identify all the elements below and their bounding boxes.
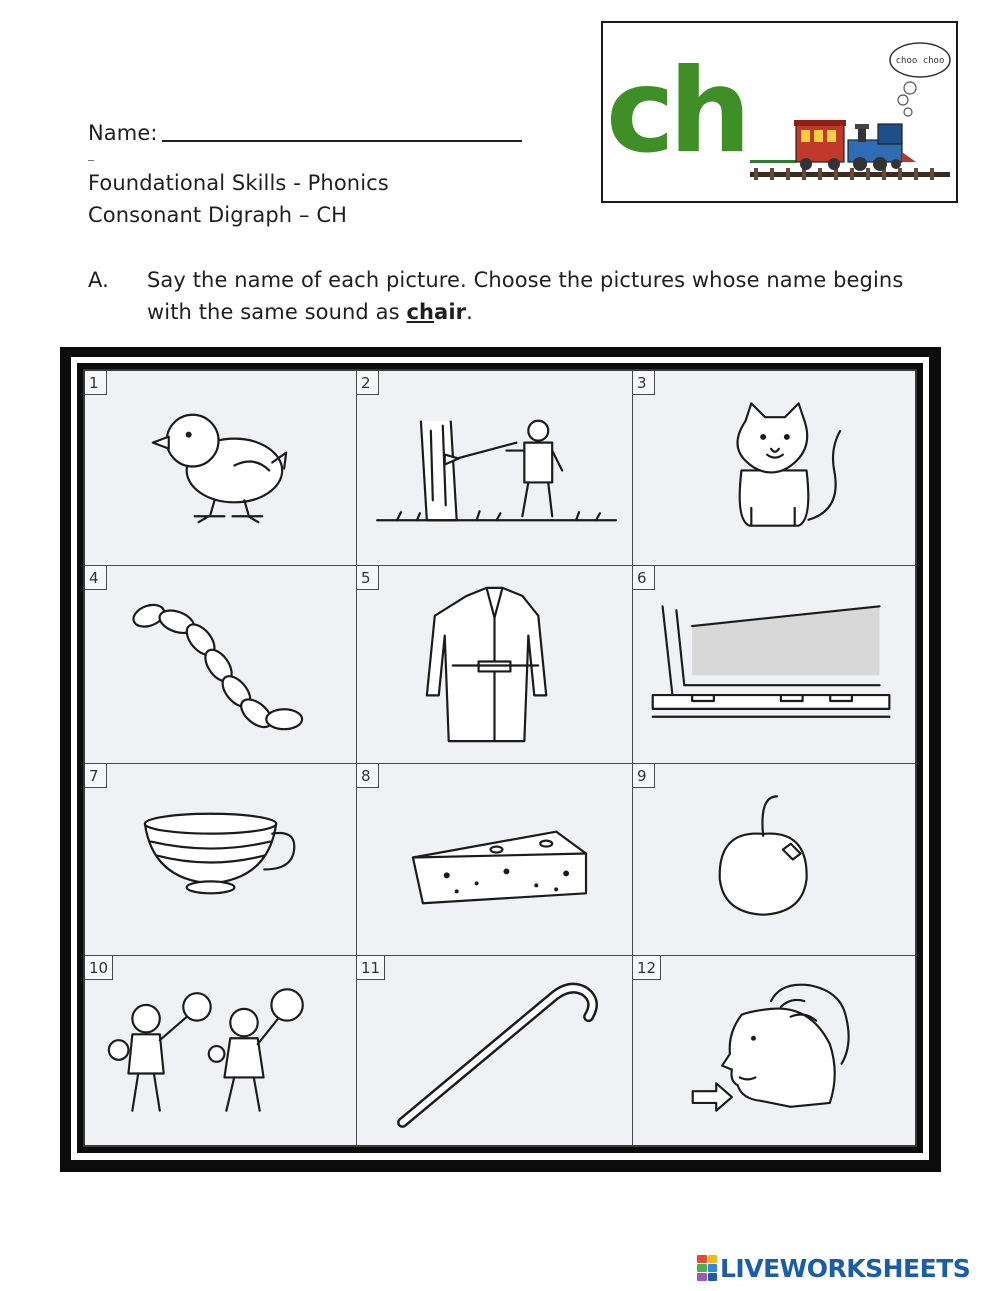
chop-tree-icon [357,371,632,565]
picture-number: 6 [633,566,655,590]
picture-cell-10[interactable] [85,956,357,1145]
picture-cell-6[interactable] [633,566,915,764]
chick-icon [85,371,356,565]
ch-logo-letters: ch [606,44,746,179]
cat-icon [633,371,915,565]
picture-cell-7[interactable] [85,764,357,956]
liveworksheets-brand: LIVEWORKSHEETS [720,1253,971,1283]
cheerleaders-icon [85,956,356,1145]
instruction-digraph: ch [406,300,435,324]
cheese-icon [357,764,632,955]
picture-cell-2[interactable] [357,371,633,566]
picture-cell-3[interactable] [633,371,915,566]
picture-number: 3 [633,371,655,395]
chalkboard-icon [633,566,915,763]
name-row [88,117,522,149]
name-label: Name: [88,121,158,145]
picture-number: 8 [357,764,379,788]
picture-number: 4 [85,566,107,590]
picture-cell-11[interactable] [357,956,633,1145]
train-icon [748,36,953,196]
picture-cell-5[interactable] [357,566,633,764]
picture-cell-8[interactable] [357,764,633,956]
liveworksheets-icon [697,1255,717,1281]
picture-number: 5 [357,566,379,590]
picture-number: 11 [357,956,385,980]
instruction-period: . [466,300,473,324]
picture-number: 10 [85,956,113,980]
cup-icon [85,764,356,955]
chain-icon [85,566,356,763]
picture-grid [83,369,917,1147]
picture-cell-9[interactable] [633,764,915,956]
divider-mark [88,160,94,161]
cane-icon [357,956,632,1145]
instruction-word-rest: air [434,300,467,324]
instruction-body: Say the name of each picture. Choose the pictures whose name begins with the same sound as [147,268,904,324]
chin-icon [633,956,915,1145]
topic-line: Consonant Digraph – CH [88,203,347,227]
picture-number: 12 [633,956,661,980]
cherry-icon [633,764,915,955]
subject-line: Foundational Skills - Phonics [88,171,389,195]
picture-number: 2 [357,371,379,395]
picture-cell-12[interactable] [633,956,915,1145]
name-blank-line[interactable] [162,120,522,142]
coat-icon [357,566,632,763]
instruction-label: A. [88,268,109,292]
picture-cell-4[interactable] [85,566,357,764]
liveworksheets-logo[interactable] [697,1251,970,1285]
picture-number: 9 [633,764,655,788]
picture-number: 1 [85,371,107,395]
bubble-text: choo choo [895,56,945,66]
picture-number: 7 [85,764,107,788]
picture-cell-1[interactable] [85,371,357,566]
instruction-text [147,264,927,328]
